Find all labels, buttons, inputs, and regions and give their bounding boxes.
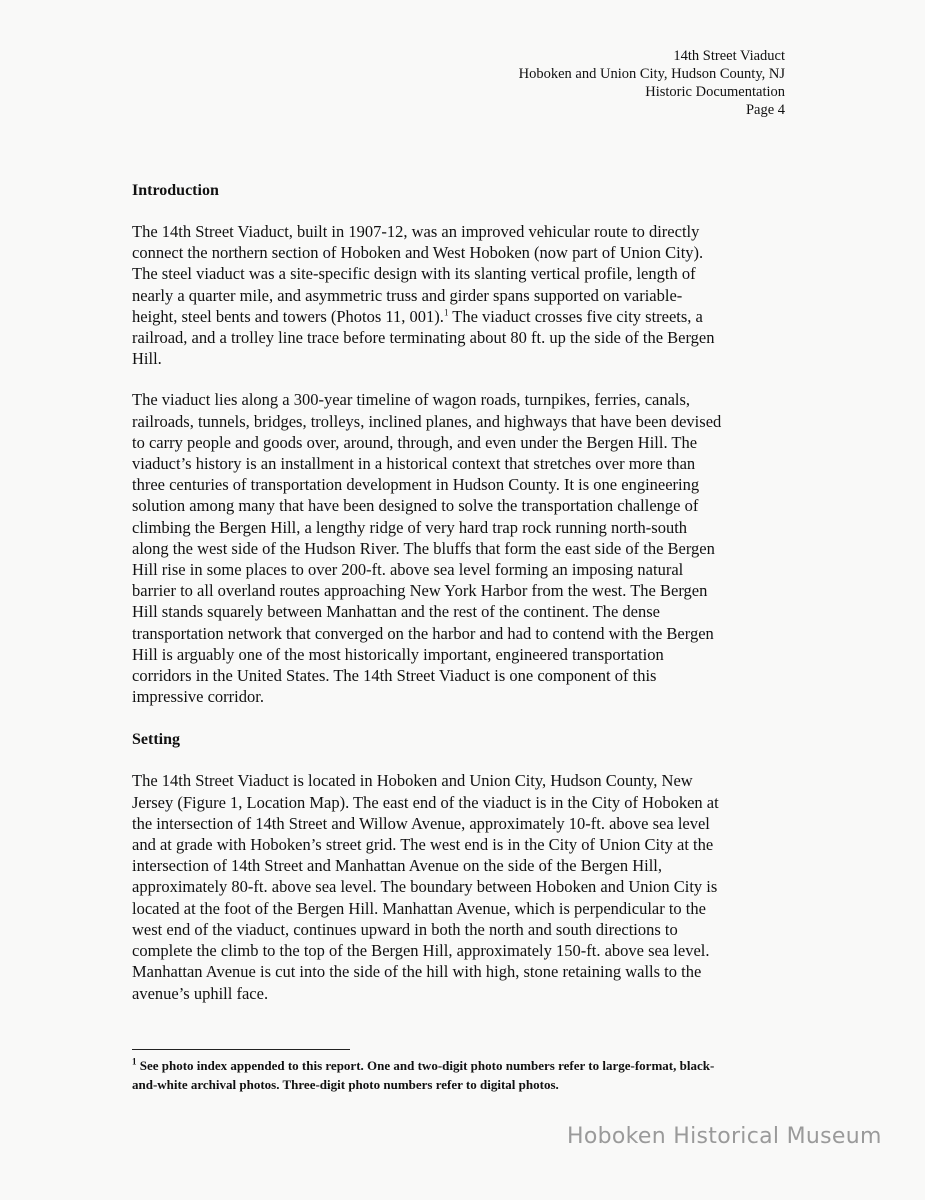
header-title: 14th Street Viaduct (673, 48, 785, 64)
header-location: Hoboken and Union City, Hudson County, NJ (518, 66, 785, 82)
running-header (519, 47, 785, 119)
header-page-number: Page 4 (745, 102, 785, 118)
setting-heading: Setting (132, 731, 180, 749)
introduction-paragraph-1: The 14th Street Viaduct, built in 1907-12, was an improved vehicular route to directly connect the northern section of Hoboken and West Hoboken (now part of Union City). The steel viaduct was a site-specific design with its slanting vertical profile, length of nearly a quarter mile, and asymmetric truss and girder spans supported on variable- height, steel bents and towers (Photos 11, 001).$^1$ The viaduct crosses five city streets, a railroad, and a trolley line trace before terminating about 80 ft. up the side of the Bergen Hill. (132, 222, 715, 369)
footnote: $^1$ See photo index appended to this report. One and two-digit photo numbers refer to large-format, black- and-white archival photos. Three-digit photo numbers refer to digital photos. (132, 1056, 715, 1092)
document-body (132, 180, 792, 1004)
footnote-marker: 1 (132, 1056, 137, 1067)
setting-paragraph: The 14th Street Viaduct is located in Hoboken and Union City, Hudson County, New Jersey (Figure 1, Location Map). The east end of the viaduct is in the City of Hoboken at the intersection of 14th Street and Willow Avenue, approximately 10-ft. above sea level and at grade with Hoboken’s street grid. The west end is in the City of Union City at the intersection of 14th Street and Manhattan Avenue on the side of the Bergen Hill, approximately 80-ft. above sea level. The boundary between Hoboken and Union City is located at the foot of the Bergen Hill. Manhattan Avenue, which is perpendicular to the west end of the viaduct, continues upward in both the north and south directions to complete the climb to the top of the Bergen Hill, approximately 150-ft. above sea level. Manhattan Avenue is cut into the side of the hill with high, stone retaining walls to the avenue’s uphill face. (132, 771, 719, 1003)
footnote-divider (132, 1049, 350, 1050)
introduction-heading: Introduction (132, 182, 219, 199)
museum-watermark: Hoboken Historical Museum (567, 1124, 882, 1149)
footnote-reference[interactable]: 1 (443, 307, 449, 318)
introduction-paragraph-2: The viaduct lies along a 300-year timeline of wagon roads, turnpikes, ferries, canals, railroads, tunnels, bridges, trolleys, inclined planes, and highways that have been devised to carry people and goods over, around, through, and even under the Bergen Hill. The viaduct’s history is an installment in a historical context that stretches over more than three centuries of transportation development in Hudson County. It is one engineering solution among many that have been designed to solve the transportation challenge of climbing the Bergen Hill, a lengthy ridge of very hard trap rock running north-south along the west side of the Hudson River. The bluffs that form the east side of the Bergen Hill rise in some places to over 200-ft. above sea level forming an imposing natural barrier to all overland routes approaching New York Harbor from the west. The Bergen Hill stands squarely between Manhattan and the rest of the continent. The dense transportation network that converged on the harbor and had to contend with the Bergen Hill is arguably one of the most historically important, engineered transportation corridors in the United States. The 14th Street Viaduct is one component of this impressive corridor. (132, 390, 722, 707)
header-doc-type: Historic Documentation (645, 84, 785, 100)
